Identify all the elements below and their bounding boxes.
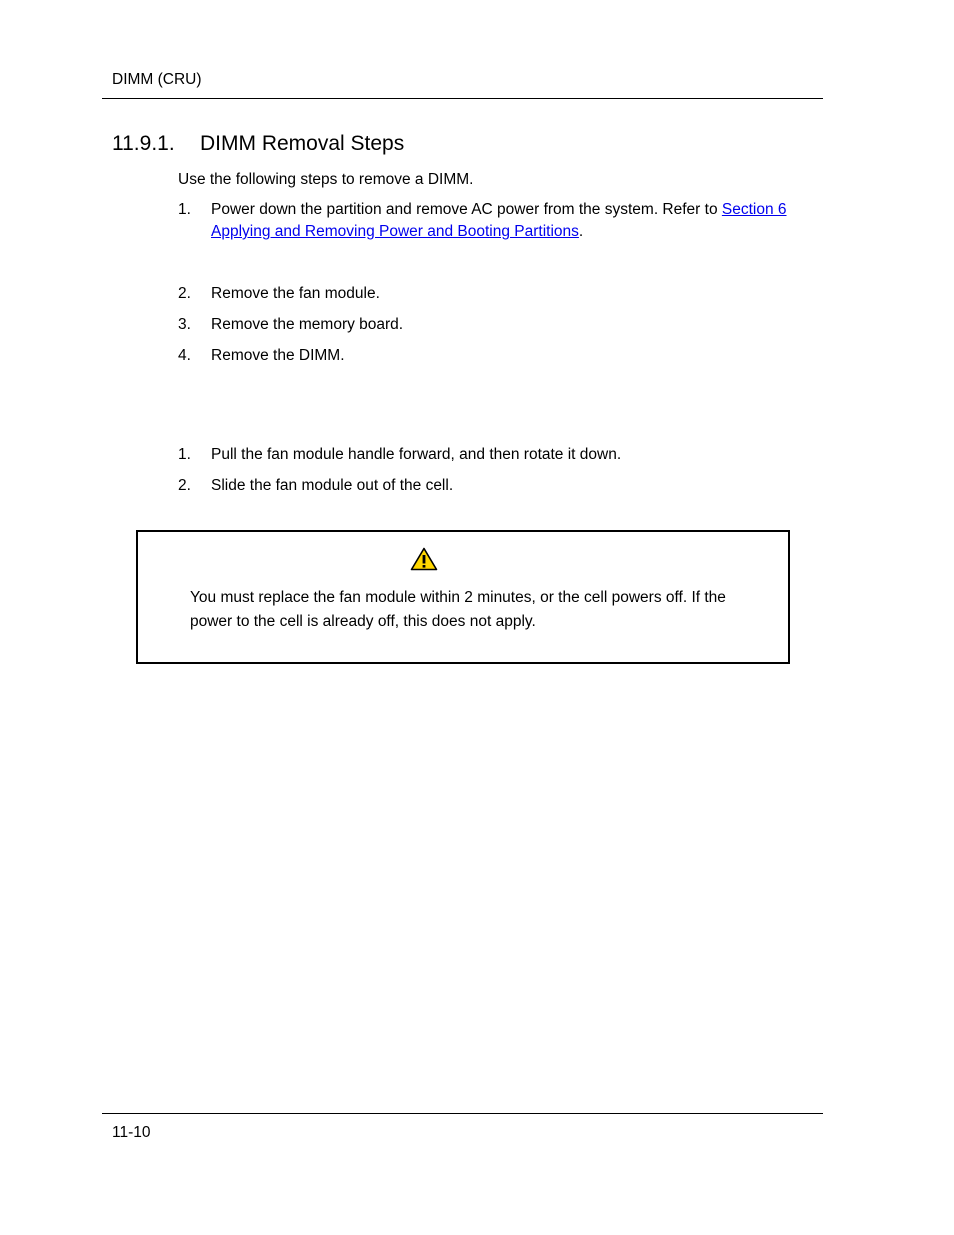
list-item bbox=[178, 199, 823, 240]
step-number: 3. bbox=[178, 316, 191, 333]
step-text: Remove the memory board. bbox=[211, 316, 404, 333]
step-text: Pull the fan module handle forward, and then rotate it down. bbox=[211, 446, 622, 463]
step-text: Remove the DIMM. bbox=[211, 347, 345, 364]
step-number: 2. bbox=[178, 477, 191, 494]
step-text-end: . bbox=[578, 223, 584, 240]
list-item bbox=[178, 444, 823, 475]
list-item bbox=[178, 314, 823, 345]
step-text: Power down the partition and remove AC power from the system. Refer to bbox=[211, 201, 722, 218]
fan-removal-steps-list bbox=[178, 444, 823, 506]
step-number: 1. bbox=[178, 201, 191, 218]
step-number: 1. bbox=[178, 446, 191, 463]
caution-text: You must replace the fan module within 2 minutes, or the cell powers off. If the power to the cell is already off, this does not apply. bbox=[190, 589, 726, 630]
section-heading bbox=[112, 132, 404, 156]
step-text: Slide the fan module out of the cell. bbox=[211, 477, 454, 494]
step-text: Remove the fan module. bbox=[211, 285, 380, 302]
list-item bbox=[178, 283, 823, 314]
running-header: DIMM (CRU) bbox=[112, 71, 202, 88]
section-title: DIMM Removal Steps bbox=[200, 132, 405, 155]
step-number: 2. bbox=[178, 285, 191, 302]
page-number: 11-10 bbox=[112, 1124, 151, 1141]
header-divider bbox=[102, 98, 823, 99]
footer-divider bbox=[102, 1113, 823, 1114]
intro-text: Use the following steps to remove a DIMM. bbox=[178, 171, 474, 188]
caution-box bbox=[136, 530, 790, 664]
section-number: 11.9.1. bbox=[112, 132, 175, 155]
warning-triangle-icon bbox=[410, 547, 438, 571]
section-6-link[interactable]: Section 6 Applying and Removing Power and Booting Partitions bbox=[211, 201, 787, 240]
list-item bbox=[178, 475, 823, 506]
step-number: 4. bbox=[178, 347, 191, 364]
removal-steps-list bbox=[178, 199, 823, 376]
list-item bbox=[178, 345, 823, 376]
